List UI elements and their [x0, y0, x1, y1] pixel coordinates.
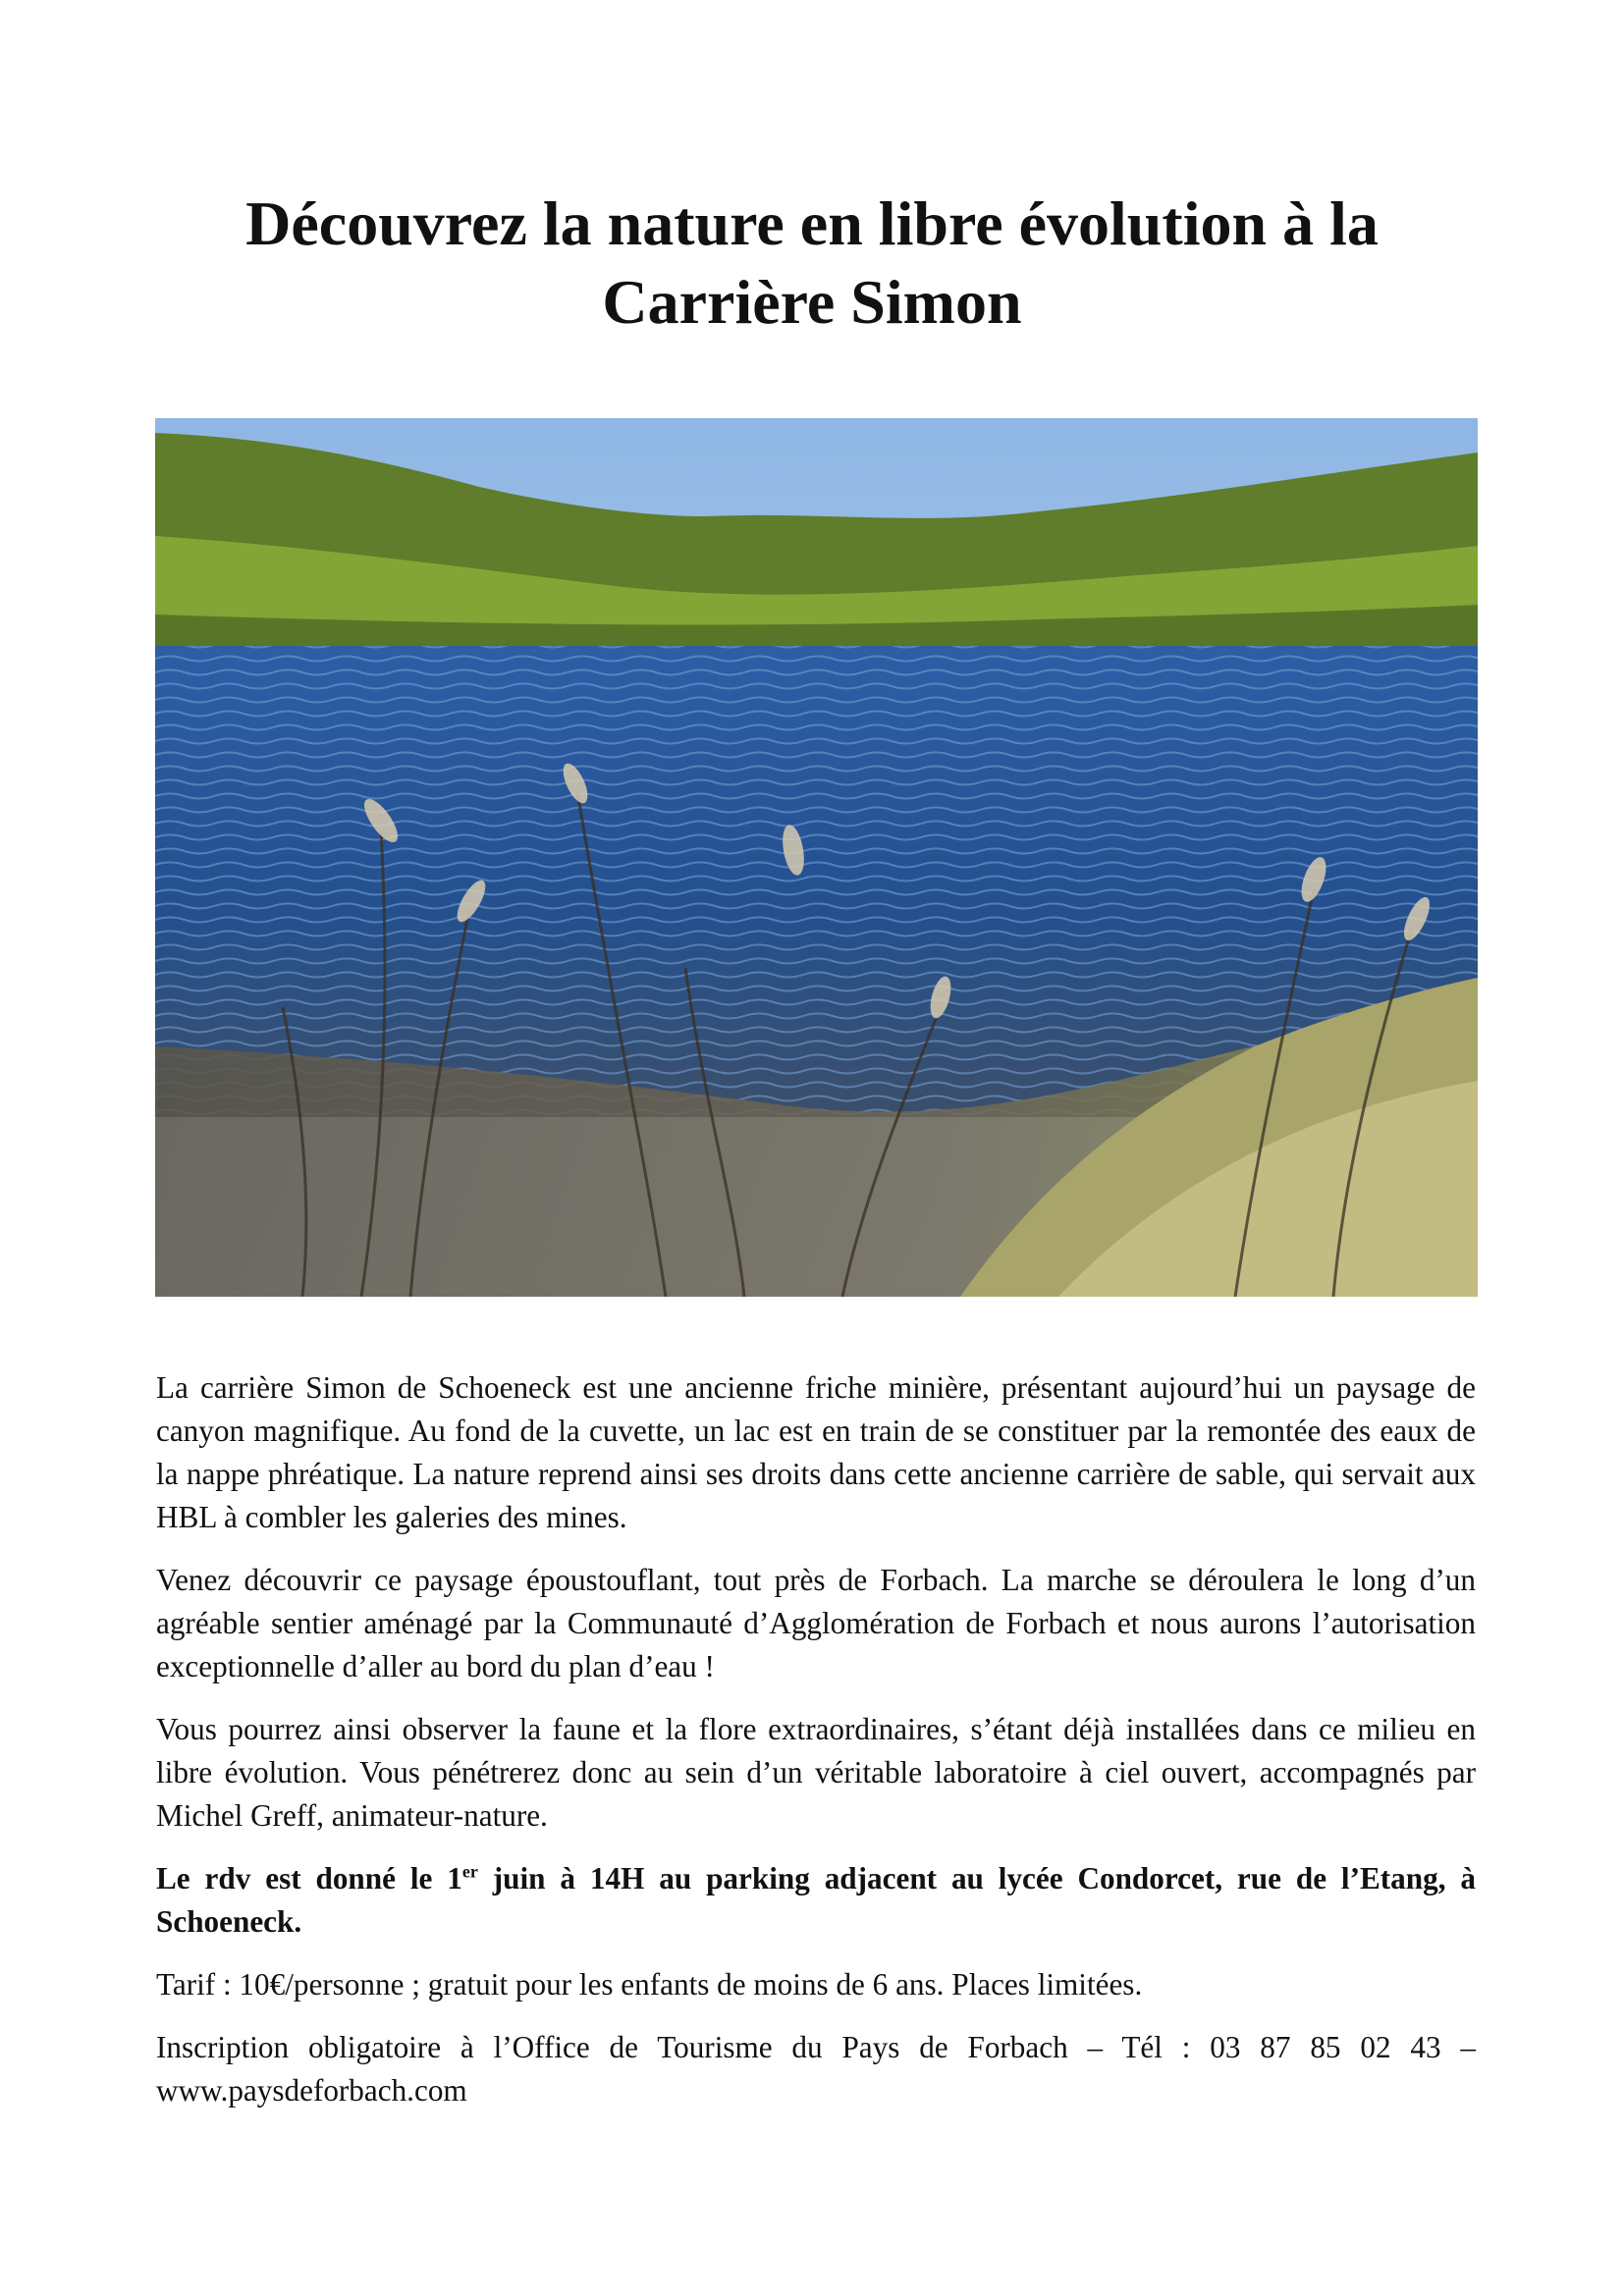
page-title [157, 185, 1467, 342]
paragraph-tarif: Tarif : 10€/personne ; gratuit pour les enfants de moins de 6 ans. Places limitées. [156, 1967, 1143, 2002]
rdv-text-before: Le rdv est donné le 1 [156, 1861, 462, 1896]
title-line-2: Carrière Simon [602, 267, 1022, 337]
paragraph-walk: Venez découvrir ce paysage époustouflant, tout près de Forbach. La marche se déroulera le long d’un agréable sentier aménagé par la Communauté d’Agglomération de Forbach et nous aurons l’autorisation exceptionnelle d’aller au bord du plan d’eau ! [156, 1563, 1476, 1683]
lake-landscape-photo [155, 418, 1478, 1297]
paragraph-intro: La carrière Simon de Schoeneck est une ancienne friche minière, présentant aujourd’hui un paysage de canyon magnifique. Au fond de la cuvette, un lac est en train de se constituer par la remontée des eaux de la nappe phréatique. La nature reprend ainsi ses droits dans cette ancienne carrière de sable, qui servait aux HBL à combler les galeries des mines. [156, 1370, 1476, 1534]
rdv-text-after: juin à 14H au parking adjacent au lycée Condorcet, rue de l’Etang, à Schoeneck. [156, 1861, 1476, 1939]
paragraph-inscription: Inscription obligatoire à l’Office de Tourisme du Pays de Forbach – Tél : 03 87 85 02 43 – www.paysdeforbach.com [156, 2030, 1476, 2108]
rdv-superscript: er [461, 1861, 478, 1882]
paragraph-rdv [156, 1857, 1476, 1944]
title-line-1: Découvrez la nature en libre évolution à la [245, 188, 1379, 258]
paragraph-fauna-flora: Vous pourrez ainsi observer la faune et la flore extraordinaires, s’étant déjà installées dans ce milieu en libre évolution. Vous pénétrerez donc au sein d’un véritable laboratoire à ciel ouvert, accompagnés par Michel Greff, animateur-nature. [156, 1712, 1476, 1833]
document-body [156, 1366, 1476, 2132]
